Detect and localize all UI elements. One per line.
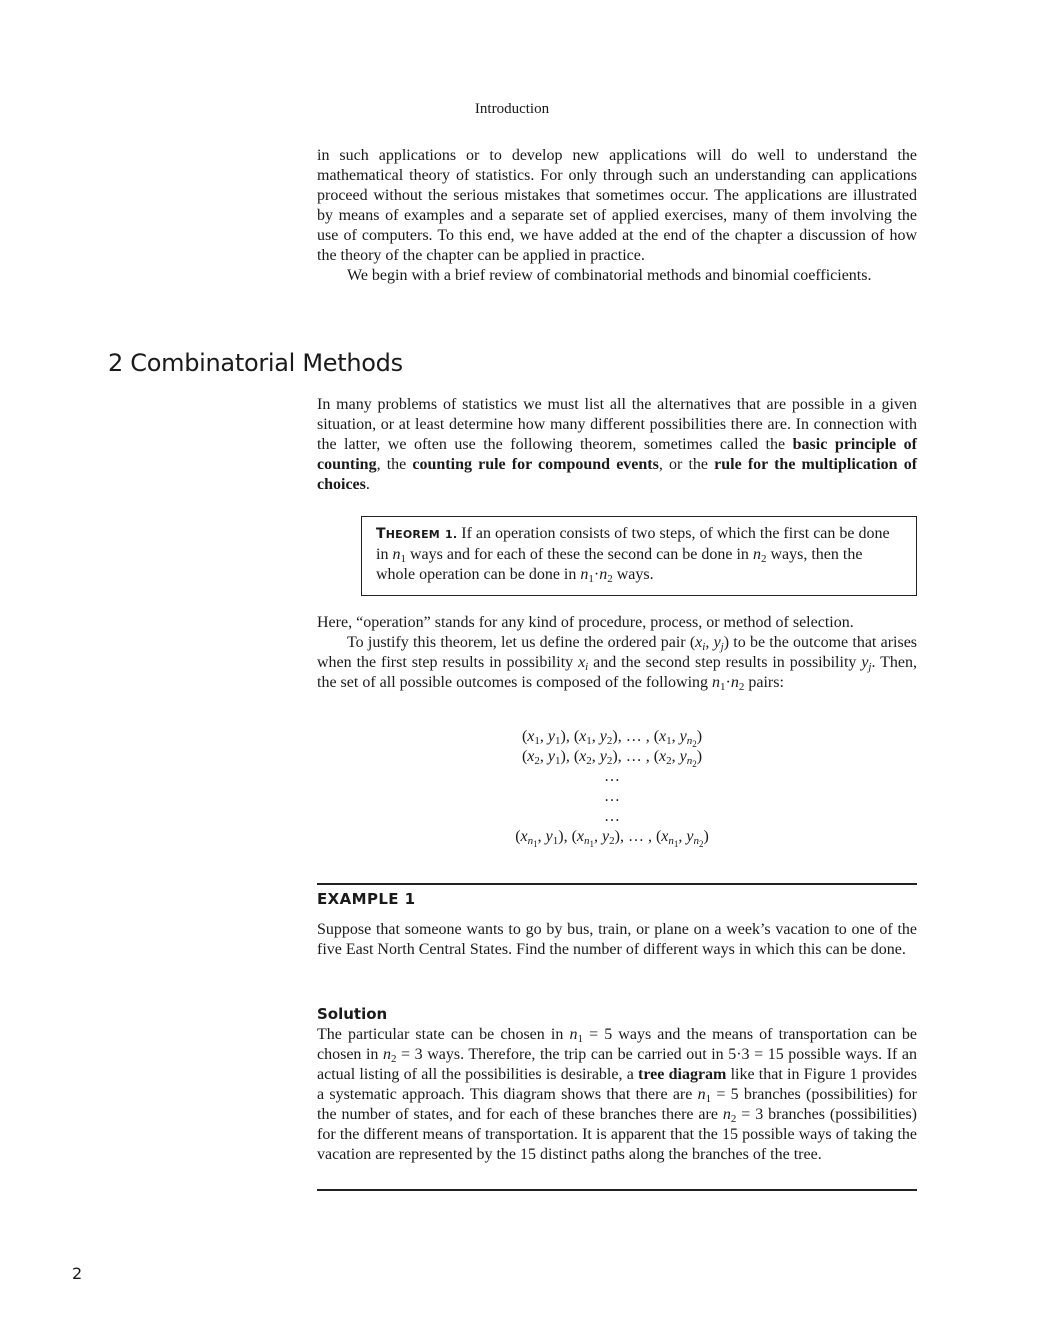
- solution-text-6: = 3 branches (possibilities) for the different means of transportation. It is apparent that the 15 possible ways of taking the vacation are represented by the 15 distinct paths along the branches of the tree.: [317, 1106, 917, 1163]
- separator: , the: [376, 456, 413, 473]
- running-head: Introduction: [474, 101, 550, 117]
- period: .: [365, 476, 370, 493]
- theorem-label-rest: HEOREM: [385, 528, 440, 541]
- example-bottom-rule: [317, 1189, 917, 1191]
- theorem-label: [376, 526, 457, 542]
- theorem-label-initial: T: [376, 526, 386, 542]
- page-number: 2: [72, 1264, 83, 1283]
- vertical-dots-3: …: [604, 808, 620, 825]
- solution-text-5: = 5 branches (possibilities) for the number of states, and for each of these branches there are: [317, 1086, 918, 1123]
- section-title: 2 Combinatorial Methods: [108, 349, 403, 377]
- justification: [317, 613, 917, 693]
- theorem-box: [361, 516, 917, 596]
- term-basic-principle: basic principle of counting: [317, 436, 918, 473]
- solution-text-3: = 3 ways. Therefore, the trip can be carried out in 5·3 = 15 possible ways. If an actual listing of all the possibilities is desirable, a: [317, 1046, 918, 1083]
- theorem-text-4: ways.: [612, 566, 654, 583]
- solution-text-2: = 5 ways and the means of transportation can be chosen in: [317, 1026, 917, 1063]
- intro-paragraph-2: We begin with a brief review of combinatorial methods and binomial coefficients.: [347, 267, 872, 284]
- theorem-text-2: ways and for each of these the second can be done in: [405, 546, 753, 563]
- term-counting-rule: counting rule for compound events: [412, 456, 659, 473]
- solution-heading: Solution: [317, 1005, 388, 1023]
- section-paragraph: [317, 395, 917, 495]
- section-intro: [317, 395, 917, 495]
- justification-text-e: pairs:: [744, 674, 784, 691]
- justification-text-c: and the second step results in possibility: [588, 654, 862, 671]
- theorem-text-3: ways, then the whole operation can be done in: [376, 546, 863, 583]
- vertical-dots-2: …: [604, 788, 620, 805]
- example-statement-block: [317, 920, 917, 960]
- solution-block: [317, 1025, 917, 1165]
- solution-text-4: like that in Figure 1 provides a systematic approach. This diagram shows that there are: [317, 1066, 917, 1103]
- intro-text: [317, 146, 917, 286]
- theorem-label-number: 1.: [445, 528, 458, 541]
- term-tree-diagram: tree diagram: [638, 1066, 727, 1083]
- section-paragraph-text: In many problems of statistics we must list all the alternatives that are possible in a given situation, or at least determine how many different possibilities there are. In connection with the latter, we often use the following theorem, sometimes called the: [317, 396, 917, 453]
- pairs-row-2: ($x_2$, $y_1$), ($x_2$, $y_2$), … , ($x_2$, $y_{n_2}$): [521, 748, 703, 769]
- justification-paragraph-2: To justify this theorem, let us define the ordered pair ($x_i$, $y_j$) to be the outcome that arises when the first step results in possibility $x_i$ and the second step results in possibility $y_j$. Then, the set of all possible outcomes is composed of the following $n_1\cdot n_2$ pairs:: [317, 634, 918, 693]
- justification-text-b: to be the outcome that arises when the first step results in possibility: [317, 634, 918, 671]
- example-heading: EXAMPLE 1: [317, 890, 416, 908]
- theorem-text-1: If an operation consists of two steps, of which the first can be done in: [376, 525, 890, 563]
- separator: , or the: [658, 456, 715, 473]
- intro-paragraph-1: in such applications or to develop new applications will do well to understand the mathematical theory of statistics. For only through such an understanding can applications proceed without the serious mistakes that sometimes occur. The applications are illustrated by means of examples and a separate set of applied exercises, many of them involving the use of computers. To this end, we have added at the end of the chapter a discussion of how the theory of the chapter can be applied in practice.: [317, 147, 917, 264]
- example-top-rule: [317, 883, 917, 885]
- vertical-dots-1: …: [604, 768, 620, 785]
- term-multiplication-rule: rule for the multiplication of choices: [317, 456, 918, 493]
- solution-text: The particular state can be chosen in $n_1 = 5$ ways and the means of transportation can be chosen in $n_2 = 3$ ways. Therefore, the trip can be carried out in 5·3 = 15 possible ways. If an actual listing of all the possibilities is desirable, a tree diagram like that in Figure 1 provides a systematic approach. This diagram shows that there are $n_1 = 5$ branches (possibilities) for the number of states, and for each of these branches there are $n_2 = 3$ branches (possibilities) for the different means of transportation. It is apparent that the 15 possible ways of taking the vacation are represented by the 15 distinct paths along the branches of the tree.: [317, 1026, 918, 1163]
- theorem-text: THEOREM 1. If an operation consists of two steps, of which the first can be done in $n_1$ ways and for each of these the second can be done in $n_2$ ways, then the whole operation can be done in $n_1\cdot n_2$ ways.: [376, 525, 890, 585]
- justification-text-d: . Then, the set of all possible outcomes is composed of the following: [317, 654, 917, 691]
- pairs-display: [317, 727, 907, 847]
- justification-paragraph-1: Here, “operation” stands for any kind of procedure, process, or method of selection.: [317, 614, 854, 631]
- justification-text-a: To justify this theorem, let us define the ordered pair: [347, 634, 690, 651]
- pairs-row-last: ($x_{n_1}$, $y_1$), ($x_{n_1}$, $y_2$), … , ($x_{n_1}$, $y_{n_2}$): [515, 828, 709, 849]
- pairs-row-1: ($x_1$, $y_1$), ($x_1$, $y_2$), … , ($x_1$, $y_{n_2}$): [521, 728, 703, 749]
- solution-text-1: The particular state can be chosen in: [317, 1026, 570, 1043]
- example-statement: Suppose that someone wants to go by bus, train, or plane on a week’s vacation to one of the five East North Central States. Find the number of different ways in which this can be done.: [317, 921, 917, 958]
